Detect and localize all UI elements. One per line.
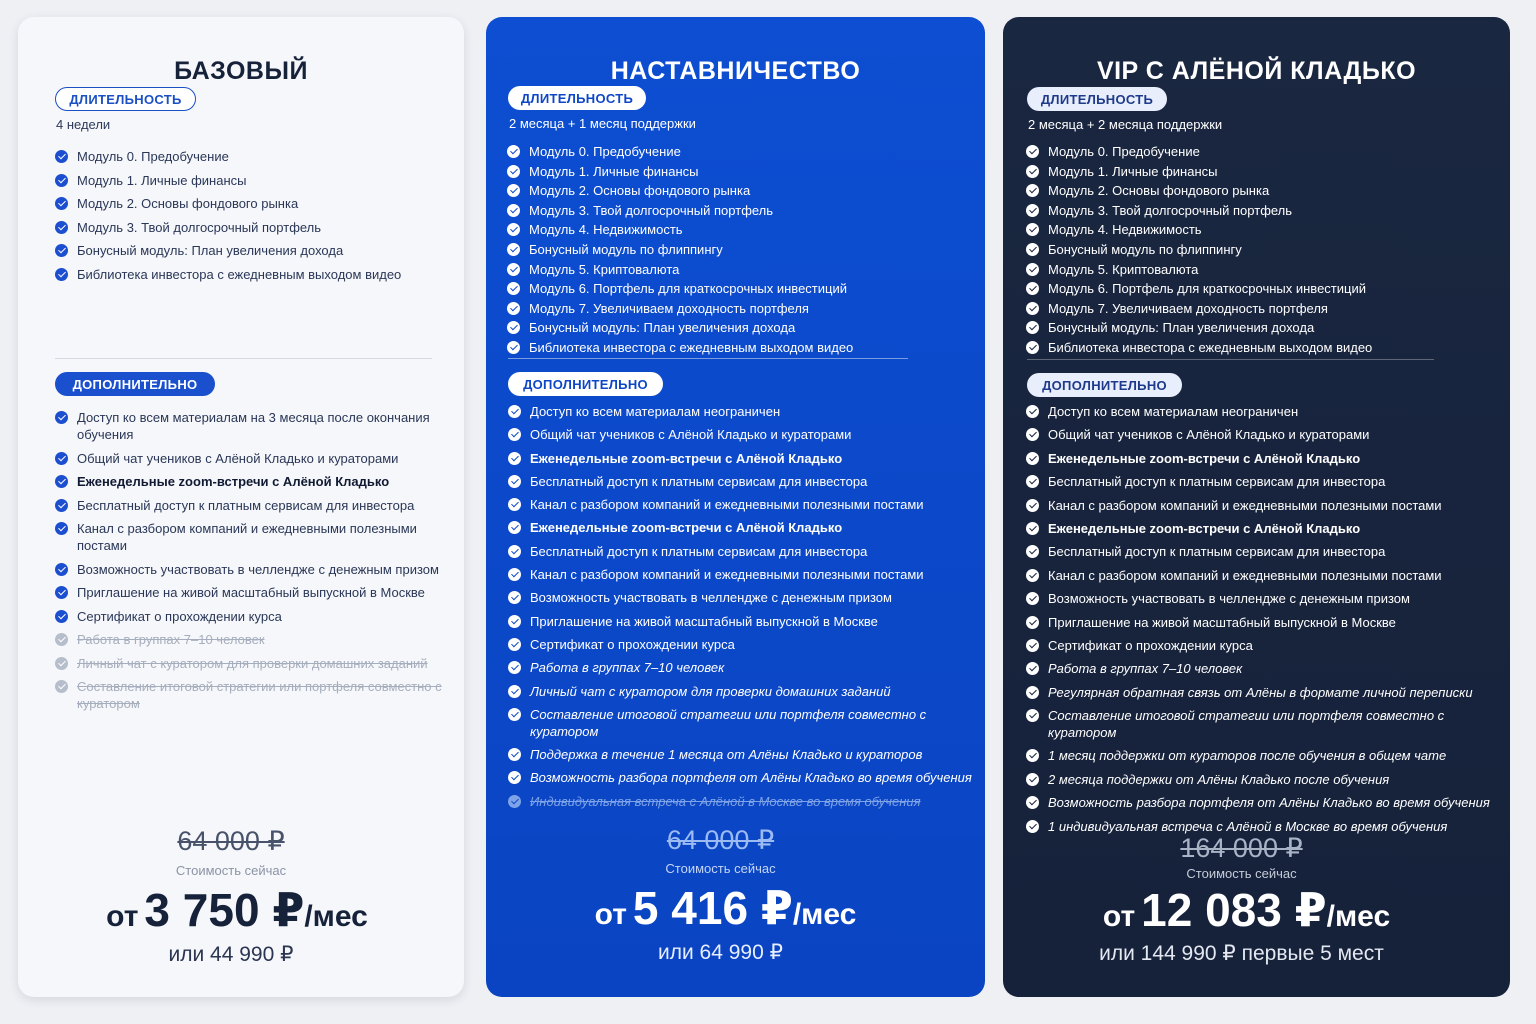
check-icon xyxy=(507,321,520,334)
feature-text: Модуль 0. Предобучение xyxy=(77,149,229,164)
check-icon xyxy=(55,150,68,163)
feature-item xyxy=(55,561,450,578)
total-price: или 44 990 ₽ xyxy=(168,943,294,966)
feature-text: Бонусный модуль: План увеличения дохода xyxy=(529,320,796,336)
feature-text: Модуль 1. Личные финансы xyxy=(529,163,699,179)
feature-text: Библиотека инвестора с ежедневным выходом видео xyxy=(529,339,854,355)
feature-text: Общий чат учеников с Алёной Кладько и кураторами xyxy=(530,427,852,443)
feature-item xyxy=(1026,567,1506,584)
price-unit: /мес xyxy=(1326,900,1391,933)
check-icon xyxy=(55,452,68,465)
extras-badge: ДОПОЛНИТЕЛЬНО xyxy=(1027,373,1182,397)
feature-item xyxy=(55,450,450,467)
feature-item xyxy=(508,793,978,810)
check-icon xyxy=(1026,749,1039,762)
feature-item xyxy=(1026,637,1506,654)
total-price: или 144 990 ₽ первые 5 мест xyxy=(1099,942,1384,965)
feature-item xyxy=(1026,497,1506,514)
check-icon xyxy=(508,452,521,465)
check-icon xyxy=(1026,616,1039,629)
feature-item xyxy=(508,769,978,786)
check-icon xyxy=(55,499,68,512)
check-icon xyxy=(508,615,521,628)
feature-item xyxy=(1026,614,1506,631)
feature-item xyxy=(55,631,450,648)
module-item xyxy=(507,300,967,317)
divider xyxy=(55,358,432,359)
feature-item xyxy=(1026,426,1506,443)
feature-item xyxy=(55,473,450,490)
check-icon xyxy=(55,411,68,424)
check-icon xyxy=(1026,545,1039,558)
feature-text: Возможность участвовать в челлендже с денежным призом xyxy=(1048,591,1410,607)
check-icon xyxy=(507,165,520,178)
check-icon xyxy=(55,197,68,210)
check-icon xyxy=(1026,709,1039,722)
check-icon xyxy=(55,244,68,257)
modules-list xyxy=(55,148,450,289)
feature-item xyxy=(55,520,450,554)
feature-text: Бонусный модуль: План увеличения дохода xyxy=(77,243,344,258)
feature-item xyxy=(508,496,978,513)
check-icon xyxy=(1026,428,1039,441)
feature-text: Бонусный модуль по флиппингу xyxy=(529,241,723,257)
divider xyxy=(1027,359,1434,360)
duration-badge: ДЛИТЕЛЬНОСТЬ xyxy=(55,87,196,111)
feature-item xyxy=(1026,747,1506,764)
check-icon xyxy=(1026,475,1039,488)
duration-text: 2 месяца + 1 месяц поддержки xyxy=(509,116,696,131)
feature-text: Модуль 2. Основы фондового рынка xyxy=(529,183,751,199)
feature-item xyxy=(508,566,978,583)
feature-text: Бонусный модуль: План увеличения дохода xyxy=(1048,320,1315,336)
feature-text: Регулярная обратная связь от Алёны в формате личной переписки xyxy=(1048,684,1473,700)
feature-item xyxy=(508,613,978,630)
feature-item xyxy=(1026,660,1506,677)
price-amount: 3 750 ₽ xyxy=(144,884,305,936)
feature-item xyxy=(508,746,978,763)
feature-text: Составление итоговой стратегии или портфеля совместно с куратором xyxy=(530,706,927,739)
module-item xyxy=(55,172,450,189)
feature-text: Канал с разбором компаний и ежедневными полезными постами xyxy=(530,497,924,513)
check-icon xyxy=(55,174,68,187)
feature-item xyxy=(55,608,450,625)
module-item xyxy=(55,266,450,283)
feature-item xyxy=(508,426,978,443)
feature-text: Бонусный модуль по флиппингу xyxy=(1048,241,1242,257)
feature-text: Модуль 3. Твой долгосрочный портфель xyxy=(529,202,774,218)
extras-list xyxy=(1026,403,1506,841)
check-icon xyxy=(1026,341,1039,354)
module-item xyxy=(1026,261,1496,278)
feature-text: Составление итоговой стратегии или портфеля совместно с куратором xyxy=(1048,708,1445,741)
check-icon xyxy=(507,302,520,315)
price-from: от xyxy=(1102,900,1136,933)
check-icon xyxy=(507,204,520,217)
feature-text: Еженедельные zoom-встречи с Алёной Кладько xyxy=(530,520,843,536)
check-icon xyxy=(1026,592,1039,605)
module-item xyxy=(55,148,450,165)
check-icon xyxy=(55,633,68,646)
check-icon xyxy=(508,545,521,558)
old-price: 64 000 ₽ xyxy=(177,826,285,856)
monthly-price xyxy=(486,881,985,935)
feature-text: Модуль 7. Увеличиваем доходность портфеля xyxy=(529,300,809,316)
feature-item xyxy=(508,636,978,653)
price-unit: /мес xyxy=(792,898,857,931)
check-icon xyxy=(1026,243,1039,256)
module-item xyxy=(1026,300,1496,317)
duration-text: 4 недели xyxy=(56,117,111,132)
check-icon xyxy=(55,680,68,693)
plan-title: БАЗОВЫЙ xyxy=(174,57,308,85)
feature-text: Еженедельные zoom-встречи с Алёной Кладько xyxy=(77,474,390,489)
feature-text: Канал с разбором компаний и ежедневными полезными постами xyxy=(530,567,924,583)
check-icon xyxy=(1026,282,1039,295)
feature-text: Поддержка в течение 1 месяца от Алёны Кладько и кураторов xyxy=(530,747,923,763)
check-icon xyxy=(1026,263,1039,276)
module-item xyxy=(507,339,967,356)
check-icon xyxy=(1026,773,1039,786)
module-item xyxy=(507,163,967,180)
module-item xyxy=(1026,241,1496,258)
feature-text: Канал с разбором компаний и ежедневными полезными постами xyxy=(1048,567,1442,583)
check-icon xyxy=(55,657,68,670)
feature-text: Работа в группах 7–10 человек xyxy=(1048,661,1243,677)
feature-text: Общий чат учеников с Алёной Кладько и кураторами xyxy=(1048,427,1370,443)
feature-text: Личный чат с куратором для проверки домашних заданий xyxy=(530,683,891,699)
feature-item xyxy=(1026,771,1506,788)
module-item xyxy=(1026,221,1496,238)
feature-text: Библиотека инвестора с ежедневным выходом видео xyxy=(1048,339,1373,355)
feature-item xyxy=(1026,520,1506,537)
check-icon xyxy=(508,498,521,511)
feature-text: Работа в группах 7–10 человек xyxy=(77,632,265,647)
check-icon xyxy=(508,795,521,808)
check-icon xyxy=(1026,686,1039,699)
modules-list xyxy=(1026,143,1496,359)
module-item xyxy=(507,143,967,160)
module-item xyxy=(1026,319,1496,336)
feature-text: Канал с разбором компаний и ежедневными полезными постами xyxy=(1048,497,1442,513)
check-icon xyxy=(507,243,520,256)
module-item xyxy=(1026,202,1496,219)
check-icon xyxy=(508,475,521,488)
feature-item xyxy=(1026,684,1506,701)
feature-text: Бесплатный доступ к платным сервисам для инвестора xyxy=(1048,474,1386,490)
module-item xyxy=(1026,163,1496,180)
feature-text: Модуль 0. Предобучение xyxy=(529,144,681,159)
check-icon xyxy=(55,522,68,535)
module-item xyxy=(507,202,967,219)
check-icon xyxy=(508,428,521,441)
module-item xyxy=(507,221,967,238)
duration-badge: ДЛИТЕЛЬНОСТЬ xyxy=(508,86,646,110)
price-caption: Стоимость сейчас xyxy=(665,861,776,876)
check-icon xyxy=(508,568,521,581)
feature-text: Библиотека инвестора с ежедневным выходом видео xyxy=(77,266,402,282)
divider xyxy=(508,358,908,359)
feature-text: 1 месяц поддержки от кураторов после обучения в общем чате xyxy=(1048,748,1447,764)
feature-text: Еженедельные zoom-встречи с Алёной Кладько xyxy=(1048,520,1361,536)
plan-card-vip[interactable] xyxy=(1003,17,1510,997)
check-icon xyxy=(55,475,68,488)
feature-text: Личный чат с куратором для проверки домашних заданий xyxy=(77,655,428,671)
feature-item xyxy=(508,450,978,467)
feature-text: 2 месяца поддержки от Алёны Кладько после обучения xyxy=(1048,771,1390,787)
check-icon xyxy=(507,223,520,236)
feature-text: Модуль 5. Криптовалюта xyxy=(529,261,680,277)
check-icon xyxy=(55,586,68,599)
price-from: от xyxy=(106,900,139,933)
feature-item xyxy=(508,543,978,560)
module-item xyxy=(55,219,450,236)
check-icon xyxy=(1026,569,1039,582)
check-icon xyxy=(55,268,68,281)
feature-text: Возможность разбора портфеля от Алёны Кладько во время обучения xyxy=(1048,795,1490,811)
module-item xyxy=(1026,280,1496,297)
feature-text: Модуль 4. Недвижимость xyxy=(1048,222,1202,238)
feature-item xyxy=(1026,543,1506,560)
module-item xyxy=(507,261,967,278)
check-icon xyxy=(507,282,520,295)
check-icon xyxy=(508,638,521,651)
module-item xyxy=(507,280,967,297)
feature-text: Канал с разбором компаний и ежедневными полезными постами xyxy=(77,521,417,553)
feature-text: Модуль 7. Увеличиваем доходность портфеля xyxy=(1048,300,1328,316)
feature-item xyxy=(55,584,450,601)
feature-text: Возможность разбора портфеля от Алёны Кладько во время обучения xyxy=(530,770,972,786)
module-item xyxy=(1026,143,1496,160)
feature-text: Бесплатный доступ к платным сервисам для инвестора xyxy=(530,473,868,489)
check-icon xyxy=(508,591,521,604)
feature-text: Доступ ко всем материалам на 3 месяца после окончания обучения xyxy=(77,410,430,442)
feature-text: Общий чат учеников с Алёной Кладько и кураторами xyxy=(77,450,399,466)
check-icon xyxy=(55,563,68,576)
price-unit: /мес xyxy=(304,900,368,933)
module-item xyxy=(507,182,967,199)
feature-text: Сертификат о прохождении курса xyxy=(77,608,282,624)
check-icon xyxy=(507,145,520,158)
plan-title: VIP С АЛЁНОЙ КЛАДЬКО xyxy=(1096,57,1417,85)
feature-text: Приглашение на живой масштабный выпускной в Москве xyxy=(530,613,878,629)
feature-text: Доступ ко всем материалам неограничен xyxy=(530,404,781,419)
feature-item xyxy=(508,403,978,420)
feature-text: Модуль 6. Портфель для краткосрочных инвестиций xyxy=(1048,281,1366,297)
feature-item xyxy=(1026,590,1506,607)
check-icon xyxy=(508,405,521,418)
feature-text: 1 индивидуальная встреча с Алёной в Москве во время обучения xyxy=(1048,818,1448,834)
old-price: 164 000 ₽ xyxy=(1180,833,1303,863)
feature-text: Модуль 2. Основы фондового рынка xyxy=(1048,183,1270,199)
check-icon xyxy=(1026,204,1039,217)
feature-text: Модуль 6. Портфель для краткосрочных инвестиций xyxy=(529,281,847,297)
feature-item xyxy=(1026,403,1506,420)
feature-item xyxy=(508,519,978,536)
modules-list xyxy=(507,143,967,359)
check-icon xyxy=(508,521,521,534)
check-icon xyxy=(507,263,520,276)
feature-item xyxy=(508,683,978,700)
feature-text: Сертификат о прохождении курса xyxy=(1048,637,1253,653)
plan-card-mentor[interactable] xyxy=(486,17,985,997)
feature-text: Модуль 3. Твой долгосрочный портфель xyxy=(77,219,322,235)
check-icon xyxy=(1026,522,1039,535)
check-icon xyxy=(508,748,521,761)
feature-text: Приглашение на живой масштабный выпускной в Москве xyxy=(77,585,425,600)
feature-text: Модуль 4. Недвижимость xyxy=(529,222,683,238)
feature-text: Составление итоговой стратегии или портфеля совместно с куратором xyxy=(77,679,442,711)
feature-text: Приглашение на живой масштабный выпускной в Москве xyxy=(1048,614,1396,630)
check-icon xyxy=(1026,321,1039,334)
feature-item xyxy=(508,473,978,490)
check-icon xyxy=(1026,165,1039,178)
duration-badge: ДЛИТЕЛЬНОСТЬ xyxy=(1027,87,1167,111)
feature-text: Бесплатный доступ к платным сервисам для инвестора xyxy=(77,497,415,513)
feature-text: Еженедельные zoom-встречи с Алёной Кладько xyxy=(1048,450,1361,466)
check-icon xyxy=(507,341,520,354)
module-item xyxy=(507,241,967,258)
feature-text: Индивидуальная встреча с Алёной в Москве во время обучения xyxy=(530,793,921,809)
feature-item xyxy=(508,589,978,606)
check-icon xyxy=(1026,499,1039,512)
monthly-price xyxy=(18,883,464,937)
feature-text: Работа в группах 7–10 человек xyxy=(530,660,725,676)
duration-text: 2 месяца + 2 месяца поддержки xyxy=(1028,117,1223,132)
check-icon xyxy=(1026,223,1039,236)
check-icon xyxy=(508,771,521,784)
feature-text: Модуль 3. Твой долгосрочный портфель xyxy=(1048,202,1293,218)
check-icon xyxy=(1026,796,1039,809)
plan-card-basic[interactable] xyxy=(18,17,464,997)
extras-badge: ДОПОЛНИТЕЛЬНО xyxy=(55,372,215,396)
feature-text: Сертификат о прохождении курса xyxy=(530,636,735,652)
check-icon xyxy=(1026,639,1039,652)
feature-text: Модуль 1. Личные финансы xyxy=(77,172,247,188)
feature-item xyxy=(1026,450,1506,467)
feature-item xyxy=(55,678,450,712)
feature-text: Еженедельные zoom-встречи с Алёной Кладько xyxy=(530,450,843,466)
price-from: от xyxy=(594,898,627,931)
feature-text: Модуль 1. Личные финансы xyxy=(1048,163,1218,179)
module-item xyxy=(1026,182,1496,199)
check-icon xyxy=(55,221,68,234)
feature-text: Доступ ко всем материалам неограничен xyxy=(1048,404,1299,419)
feature-text: Возможность участвовать в челлендже с денежным призом xyxy=(77,561,439,577)
extras-list xyxy=(55,409,450,719)
extras-list xyxy=(508,403,978,816)
feature-item xyxy=(55,409,450,443)
feature-item xyxy=(508,706,978,740)
feature-text: Модуль 5. Криптовалюта xyxy=(1048,261,1199,277)
check-icon xyxy=(1026,145,1039,158)
feature-text: Модуль 2. Основы фондового рынка xyxy=(77,196,299,211)
total-price: или 64 990 ₽ xyxy=(658,941,783,964)
feature-text: Бесплатный доступ к платным сервисам для инвестора xyxy=(1048,544,1386,560)
check-icon xyxy=(1026,302,1039,315)
check-icon xyxy=(507,184,520,197)
check-icon xyxy=(1026,662,1039,675)
check-icon xyxy=(55,610,68,623)
feature-item xyxy=(1026,794,1506,811)
check-icon xyxy=(1026,820,1039,833)
extras-badge: ДОПОЛНИТЕЛЬНО xyxy=(508,372,663,396)
feature-item xyxy=(1026,473,1506,490)
feature-text: Возможность участвовать в челлендже с денежным призом xyxy=(530,590,892,606)
feature-item xyxy=(1026,707,1506,741)
module-item xyxy=(1026,339,1496,356)
plan-title: НАСТАВНИЧЕСТВО xyxy=(610,57,861,85)
module-item xyxy=(507,319,967,336)
feature-text: Модуль 0. Предобучение xyxy=(1048,144,1200,159)
feature-item xyxy=(55,497,450,514)
check-icon xyxy=(508,708,521,721)
check-icon xyxy=(508,661,521,674)
monthly-price xyxy=(1003,883,1510,937)
price-caption: Стоимость сейчас xyxy=(1186,866,1297,881)
feature-item xyxy=(508,659,978,676)
feature-text: Бесплатный доступ к платным сервисам для инвестора xyxy=(530,543,868,559)
feature-item xyxy=(55,655,450,672)
price-amount: 12 083 ₽ xyxy=(1141,884,1327,936)
price-caption: Стоимость сейчас xyxy=(175,863,287,878)
module-item xyxy=(55,195,450,212)
module-item xyxy=(55,242,450,259)
price-amount: 5 416 ₽ xyxy=(632,882,793,934)
check-icon xyxy=(1026,405,1039,418)
check-icon xyxy=(1026,452,1039,465)
check-icon xyxy=(1026,184,1039,197)
old-price: 64 000 ₽ xyxy=(666,825,775,855)
check-icon xyxy=(508,685,521,698)
